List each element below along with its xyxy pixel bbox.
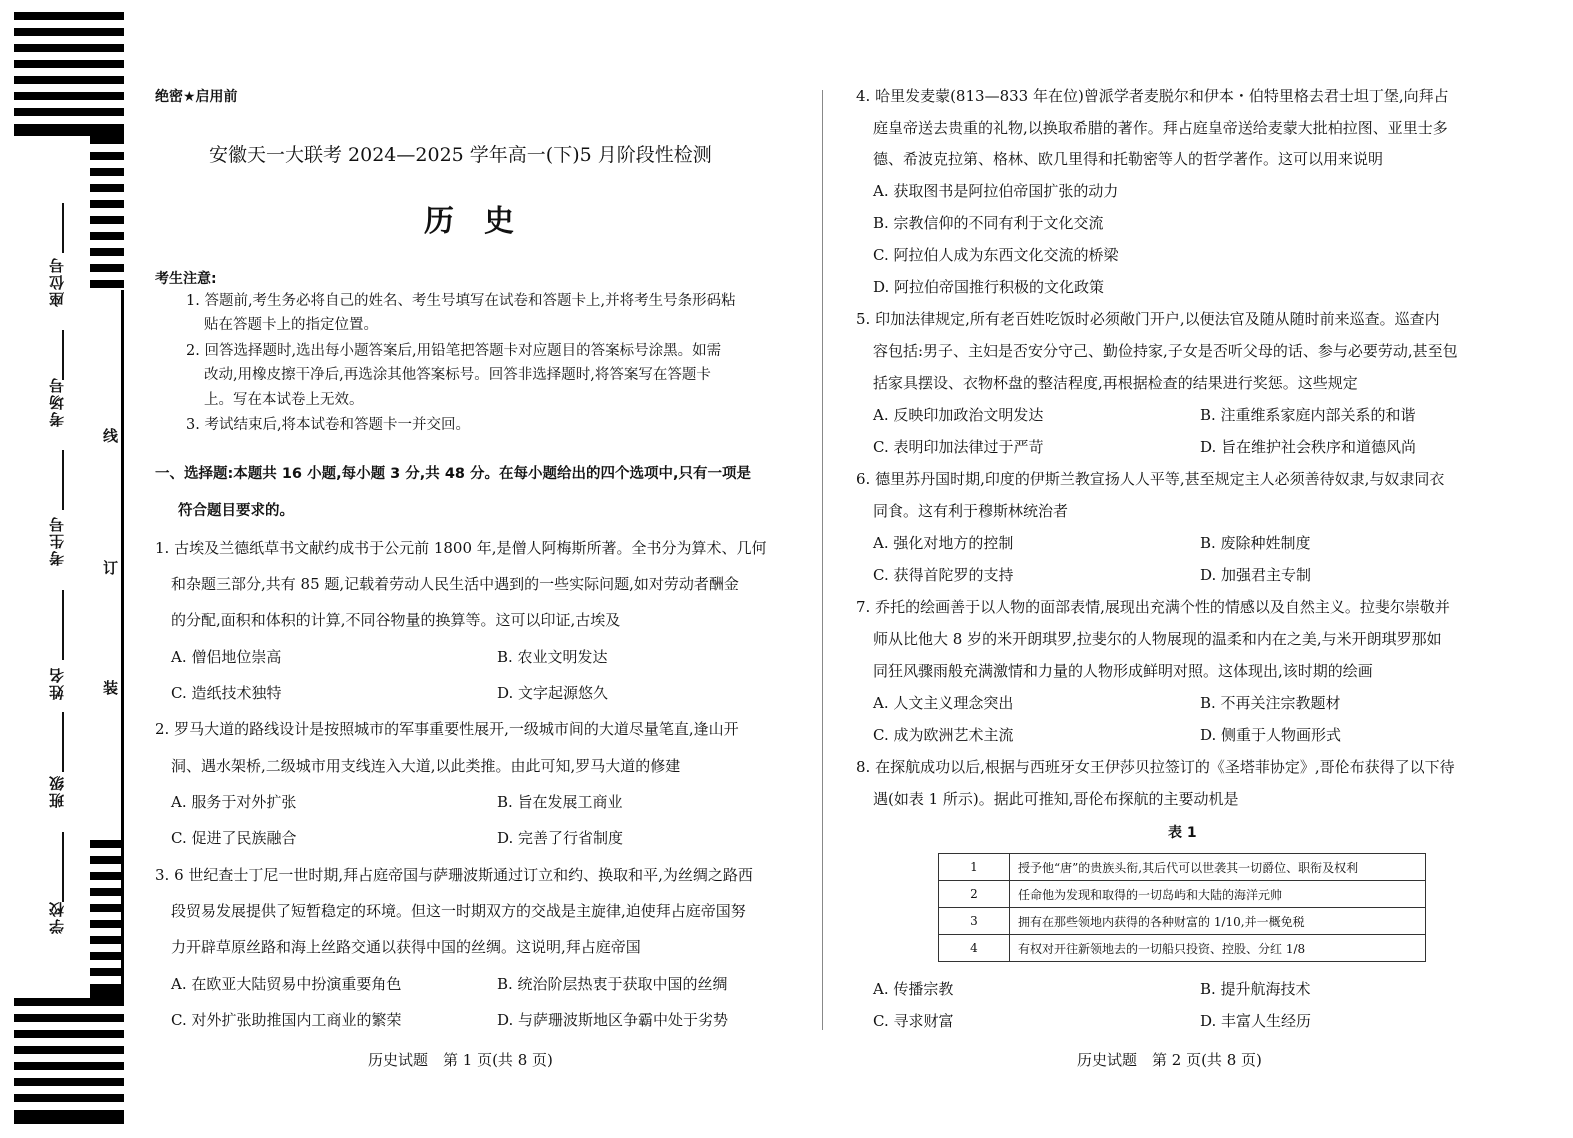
question-7-text: 师从比他大 8 岁的米开朗琪罗,拉斐尔的人物展现的温柔和内在之美,与米开朗琪罗那如 <box>873 630 1442 648</box>
field-line <box>62 203 64 253</box>
question-6-text: 6. 德里苏丹国时期,印度的伊斯兰教宣扬人人平等,甚至规定主人必须善待奴隶,与奴隶同衣 <box>856 470 1445 488</box>
question-1-text: 和杂题三部分,共有 85 题,记载着劳动人民生活中遇到的一些实际问题,如对劳动者酬金 <box>171 575 739 593</box>
section-heading-cont: 符合题目要求的。 <box>178 503 294 519</box>
table-cell-no: 3 <box>939 908 1010 935</box>
question-7-option-c: C. 成为欧洲艺术主流 <box>873 726 1014 744</box>
question-4-option-c: C. 阿拉伯人成为东西文化交流的桥梁 <box>873 246 1119 264</box>
question-5-option-d: D. 旨在维护社会秩序和道德风尚 <box>1200 438 1417 456</box>
question-3-option-b: B. 统治阶层热衷于获取中国的丝绸 <box>497 975 728 993</box>
question-1-option-b: B. 农业文明发达 <box>497 648 608 666</box>
question-7-text: 同狂风骤雨般充满激情和力量的人物形成鲜明对照。这体现出,该时期的绘画 <box>873 662 1373 680</box>
field-name: 姓名 <box>48 666 66 700</box>
notice-item: 改动,用橡皮擦干净后,再选涂其他答案标号。回答非选择题时,将答案写在答题卡 <box>204 367 711 383</box>
table-cell-no: 4 <box>939 935 1010 962</box>
question-8-option-b: B. 提升航海技术 <box>1200 980 1311 998</box>
question-6-option-d: D. 加强君主专制 <box>1200 566 1312 584</box>
question-4-text: 庭皇帝送去贵重的礼物,以换取希腊的著作。拜占庭皇帝送给麦蒙大批柏拉图、亚里士多 <box>873 119 1448 137</box>
question-3-text: 段贸易发展提供了短暂稳定的环境。但这一时期双方的交战是主旋律,迫使拜占庭帝国努 <box>171 902 746 920</box>
question-5-option-b: B. 注重维系家庭内部关系的和谐 <box>1200 406 1416 424</box>
table-1 <box>938 853 1426 962</box>
question-6-option-a: A. 强化对地方的控制 <box>873 534 1014 552</box>
barcode-strip-lower <box>90 840 124 1000</box>
field-candidate-number: 考生号 <box>48 515 66 566</box>
question-1-option-d: D. 文字起源悠久 <box>497 684 609 702</box>
table-cell-text: 授予他“唐”的贵族头衔,其后代可以世袭其一切爵位、职衔及权利 <box>1010 854 1426 881</box>
secret-label: 绝密★启用前 <box>155 89 238 105</box>
barcode-strip-middle <box>90 136 124 296</box>
question-2-option-d: D. 完善了行省制度 <box>497 829 624 847</box>
question-6-option-c: C. 获得首陀罗的支持 <box>873 566 1014 584</box>
table-row <box>939 908 1426 935</box>
column-divider <box>822 90 823 1030</box>
table-row <box>939 854 1426 881</box>
table-caption: 表 1 <box>1168 825 1197 841</box>
field-class: 班级 <box>48 774 66 808</box>
question-7-option-b: B. 不再关注宗教题材 <box>1200 694 1341 712</box>
question-6-text: 同食。这有利于穆斯林统治者 <box>873 502 1069 520</box>
footer-page-1: 历史试题 第 1 页(共 8 页) <box>368 1051 553 1069</box>
table-cell-text: 拥有在那些领地内获得的各种财富的 1/10,并一概免税 <box>1010 908 1426 935</box>
question-4-text: 德、希波克拉第、格林、欧几里得和托勒密等人的哲学著作。这可以用来说明 <box>873 150 1384 168</box>
subject-title: 历 史 <box>424 204 514 239</box>
question-2-text: 洞、遇水架桥,二级城市用支线连入大道,以此类推。由此可知,罗马大道的修建 <box>171 757 681 775</box>
question-4-option-a: A. 获取图书是阿拉伯帝国扩张的动力 <box>873 182 1119 200</box>
question-7-option-a: A. 人文主义理念突出 <box>873 694 1014 712</box>
question-3-text: 3. 6 世纪查士丁尼一世时期,拜占庭帝国与萨珊波斯通过订立和约、换取和平,为丝绸之路西 <box>155 866 753 884</box>
question-8-text: 遇(如表 1 所示)。据此可推知,哥伦布探航的主要动机是 <box>873 790 1239 808</box>
question-3-option-c: C. 对外扩张助推国内工商业的繁荣 <box>171 1011 402 1029</box>
question-5-text: 容包括:男子、主妇是否安分守己、勤俭持家,子女是否听父母的话、参与必要劳动,甚至包 <box>873 342 1458 360</box>
notice-item: 贴在答题卡上的指定位置。 <box>204 317 378 333</box>
question-4-text: 4. 哈里发麦蒙(813—833 年在位)曾派学者麦脱尔和伊本・伯特里格去君士坦丁堡,向拜占 <box>856 87 1449 105</box>
table-row <box>939 881 1426 908</box>
barcode-strip-bottom <box>14 998 124 1124</box>
question-6-option-b: B. 废除种姓制度 <box>1200 534 1311 552</box>
notice-item: 3. 考试结束后,将本试卷和答题卡一并交回。 <box>186 417 471 433</box>
field-school: 学校 <box>48 900 66 934</box>
question-1-text: 1. 古埃及兰德纸草书文献约成书于公元前 1800 年,是僧人阿梅斯所著。全书分为算术、几何 <box>155 539 767 557</box>
cut-mark-line: 线 <box>101 428 119 443</box>
notice-item: 2. 回答选择题时,选出每小题答案后,用铅笔把答题卡对应题目的答案标号涂黑。如需 <box>186 343 722 359</box>
question-2-option-a: A. 服务于对外扩张 <box>171 793 297 811</box>
field-line <box>62 832 64 902</box>
section-heading: 一、选择题:本题共 16 小题,每小题 3 分,共 48 分。在每小题给出的四个选项中,只有一项是 <box>155 466 752 482</box>
field-line <box>62 712 64 772</box>
notice-title: 考生注意: <box>155 271 217 287</box>
cut-mark-staple: 订 <box>101 560 119 575</box>
exam-title: 安徽天一大联考 2024—2025 学年高一(下)5 月阶段性检测 <box>209 144 712 166</box>
question-5-text: 5. 印加法律规定,所有老百姓吃饭时必须敞门开户,以便法官及随从随时前来巡查。巡查内 <box>856 310 1440 328</box>
notice-item: 1. 答题前,考生务必将自己的姓名、考生号填写在试卷和答题卡上,并将考生号条形码粘 <box>186 293 736 309</box>
question-7-option-d: D. 侧重于人物画形式 <box>1200 726 1342 744</box>
question-7-text: 7. 乔托的绘画善于以人物的面部表情,展现出充满个性的情感以及自然主义。拉斐尔崇敬并 <box>856 598 1450 616</box>
question-5-option-c: C. 表明印加法律过于严苛 <box>873 438 1044 456</box>
question-8-option-c: C. 寻求财富 <box>873 1012 954 1030</box>
notice-item: 上。写在本试卷上无效。 <box>204 392 364 408</box>
field-line <box>62 590 64 660</box>
question-1-option-c: C. 造纸技术独特 <box>171 684 282 702</box>
question-4-option-d: D. 阿拉伯帝国推行积极的文化政策 <box>873 278 1105 296</box>
barcode-strip-top <box>14 12 124 136</box>
question-3-option-d: D. 与萨珊波斯地区争霸中处于劣势 <box>497 1011 729 1029</box>
question-1-text: 的分配,面积和体积的计算,不同谷物量的换算等。这可以印证,古埃及 <box>171 611 621 629</box>
question-3-option-a: A. 在欧亚大陆贸易中扮演重要角色 <box>171 975 402 993</box>
footer-page-2: 历史试题 第 2 页(共 8 页) <box>1077 1051 1262 1069</box>
question-5-text: 括家具摆设、衣物杯盘的整洁程度,再根据检查的结果进行奖惩。这些规定 <box>873 374 1358 392</box>
table-row <box>939 935 1426 962</box>
field-seat-number: 座位号 <box>48 256 66 307</box>
question-2-text: 2. 罗马大道的路线设计是按照城市的军事重要性展开,一级城市间的大道尽量笔直,逢山开 <box>155 720 739 738</box>
table-cell-text: 有权对开往新领地去的一切船只投资、控股、分红 1/8 <box>1010 935 1426 962</box>
question-4-option-b: B. 宗教信仰的不同有利于文化交流 <box>873 214 1104 232</box>
field-line <box>62 450 64 510</box>
question-2-option-b: B. 旨在发展工商业 <box>497 793 623 811</box>
cut-mark-bind: 装 <box>101 680 119 695</box>
table-cell-text: 任命他为发现和取得的一切岛屿和大陆的海洋元帅 <box>1010 881 1426 908</box>
field-line <box>62 330 64 380</box>
question-5-option-a: A. 反映印加政治文明发达 <box>873 406 1044 424</box>
question-1-option-a: A. 僧侣地位崇高 <box>171 648 282 666</box>
table-cell-no: 1 <box>939 854 1010 881</box>
question-8-text: 8. 在探航成功以后,根据与西班牙女王伊莎贝拉签订的《圣塔菲协定》,哥伦布获得了以下待 <box>856 758 1455 776</box>
question-3-text: 力开辟草原丝路和海上丝路交通以获得中国的丝绸。这说明,拜占庭帝国 <box>171 938 641 956</box>
question-8-option-d: D. 丰富人生经历 <box>1200 1012 1312 1030</box>
question-8-option-a: A. 传播宗教 <box>873 980 954 998</box>
field-room-number: 考场号 <box>48 376 66 427</box>
table-cell-no: 2 <box>939 881 1010 908</box>
question-2-option-c: C. 促进了民族融合 <box>171 829 297 847</box>
